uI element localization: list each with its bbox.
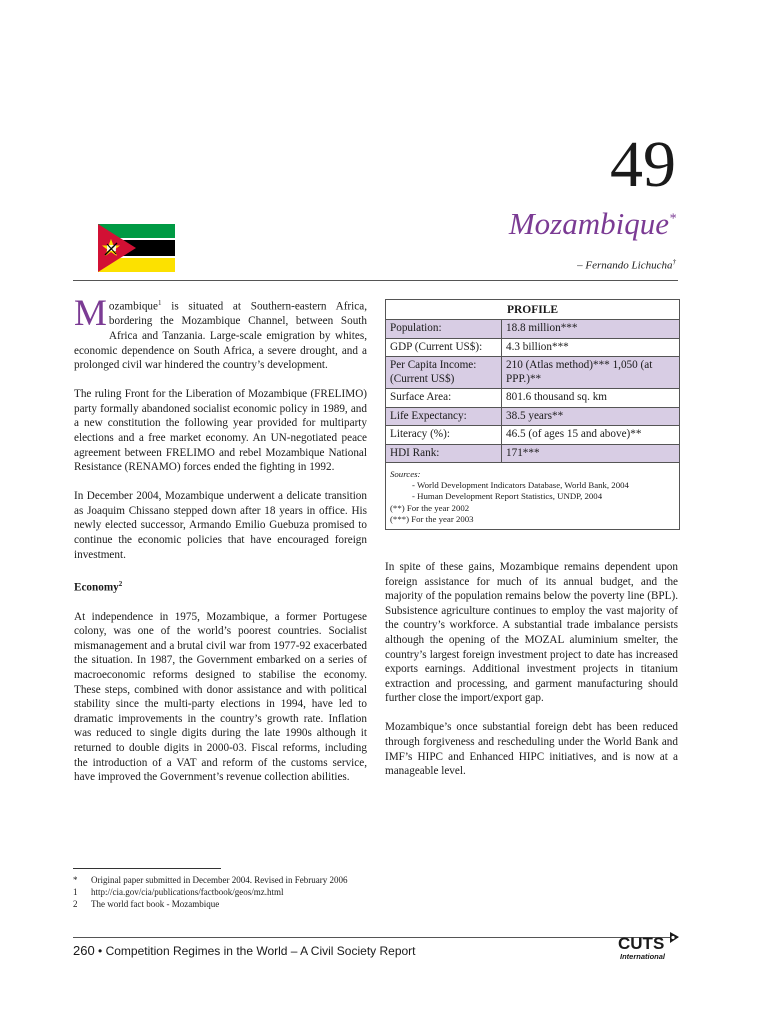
profile-row-literacy <box>386 426 679 445</box>
cuts-logo-sub: International <box>620 952 666 961</box>
year-note: (**) For the year 2002 <box>390 502 470 513</box>
profile-row-surface-area <box>386 389 679 408</box>
footnote-item <box>73 874 493 886</box>
profile-value: 801.6 thousand sq. km <box>502 389 680 408</box>
page-footer <box>73 943 416 958</box>
cuts-logo-word: CUTS <box>618 934 665 953</box>
right-column <box>385 560 678 793</box>
profile-row-per-capita-income <box>386 357 679 389</box>
profile-label: Life Expectancy: <box>386 407 502 426</box>
frelimo-paragraph: The ruling Front for the Liberation of Mozambique (FRELIMO) party formally abandoned socialist economic policy in 1989, and a new constitution the following year provided for multiparty elections and a free market economy. An UN-negotiated peace agreement between FRELIMO and rebel Mozambique National Resistance (RENAMO) forces ended the fighting in 1992. <box>74 388 367 474</box>
mozambique-flag-icon <box>98 224 175 272</box>
profile-label: Population: <box>386 320 502 339</box>
footnote-divider <box>73 868 221 869</box>
gains-paragraph: In spite of these gains, Mozambique remains dependent upon foreign assistance for much of its annual budget, and the majority of the population remains below the poverty line (BPL). Subsistence agriculture continues to employ the vast majority of the country’s workforce. A substantial trade imbalance persists although the opening of the MOZAL aluminium smelter, the country’s largest foreign investment project to date has increased exports earnings. Additional investment projects in titanium extraction and processing, and garment manufacturing should further close the import/export gap. <box>385 561 678 705</box>
footer-divider <box>73 937 678 938</box>
left-column <box>74 293 367 799</box>
page-number: 260 <box>73 943 95 958</box>
sources-heading: Sources: <box>390 469 421 479</box>
profile-table <box>386 300 679 463</box>
chapter-title <box>509 208 676 239</box>
cuts-logo <box>612 928 680 964</box>
drop-cap: M <box>74 293 107 334</box>
profile-label: Surface Area: <box>386 389 502 408</box>
profile-box <box>385 299 680 530</box>
footnote-mark: * <box>73 875 78 885</box>
author-footnote-mark: † <box>672 258 676 266</box>
profile-label: Per Capita Income: (Current US$) <box>386 357 502 389</box>
transition-paragraph: In December 2004, Mozambique underwent a delicate transition as Joaquim Chissano stepped down after 18 years in office. His newly elected successor, Armando Emilio Guebuza promised to continue the economic policies that have encouraged foreign investment. <box>74 490 367 561</box>
footnotes <box>73 874 493 910</box>
profile-value: 46.5 (of ages 15 and above)** <box>502 426 680 445</box>
economy-footnote-ref: 2 <box>118 579 123 588</box>
profile-row-population <box>386 320 679 339</box>
profile-heading: PROFILE <box>386 300 679 320</box>
author-byline <box>577 258 676 272</box>
source-item: - World Development Indicators Database, World Bank, 2004 <box>412 480 629 491</box>
profile-row-gdp <box>386 338 679 357</box>
economy-heading-text: Economy <box>74 581 119 594</box>
profile-sources <box>386 463 679 529</box>
footnote-item <box>73 898 493 910</box>
profile-label: GDP (Current US$): <box>386 338 502 357</box>
footer-separator-icon: • <box>98 944 103 958</box>
profile-value: 18.8 million*** <box>502 320 680 339</box>
source-item: - Human Development Report Statistics, UNDP, 2004 <box>412 491 603 502</box>
cuts-logo-icon <box>669 931 680 944</box>
profile-label: Literacy (%): <box>386 426 502 445</box>
chapter-number: 49 <box>610 128 676 201</box>
title-divider <box>73 280 678 281</box>
footnote-mark: 2 <box>73 899 78 909</box>
year-note: (***) For the year 2003 <box>390 513 474 524</box>
author-name: – Fernando Lichucha <box>577 259 673 272</box>
intro-text: is situated at Southern-eastern Africa, bordering the Mozambique Channel, between South Africa and Tanzania. Large-scale emigration by whites, economic dependence on South Africa, a severe drought, and a prolonged civil war hindered the country’s development. <box>74 300 367 372</box>
chapter-title-text: Mozambique <box>508 206 669 241</box>
economy-heading <box>74 577 367 595</box>
profile-row-hdi-rank <box>386 444 679 463</box>
profile-value: 210 (Atlas method)*** 1,050 (at PPP.)** <box>502 357 680 389</box>
profile-value: 171*** <box>502 444 680 463</box>
intro-paragraph <box>74 293 367 373</box>
footnote-link[interactable]: http://cia.gov/cia/publications/factbook/geos/mz.html <box>91 887 284 897</box>
profile-value: 38.5 years** <box>502 407 680 426</box>
intro-first-word: ozambique <box>108 300 158 313</box>
profile-row-life-expectancy <box>386 407 679 426</box>
publication-title: Competition Regimes in the World – A Civil Society Report <box>105 944 416 958</box>
footnote-text: Original paper submitted in December 2004. Revised in February 2006 <box>91 875 348 885</box>
intro-footnote-ref: 1 <box>158 299 162 307</box>
footnote-mark: 1 <box>73 887 78 897</box>
profile-label: HDI Rank: <box>386 444 502 463</box>
debt-paragraph: Mozambique’s once substantial foreign debt has been reduced through forgiveness and rescheduling under the World Bank and IMF’s HIPC and Enhanced HIPC initiatives, and is now at a manageable level. <box>385 721 678 778</box>
economy-paragraph: At independence in 1975, Mozambique, a former Portugese colony, was one of the world’s poorest countries. Socialist mismanagement and a brutal civil war from 1977-92 exacerbated the situation. In 1987, the Government embarked on a series of macroeconomic reforms designed to stabilise the economy. These steps, combined with donor assistance and with political stability since the multi-party elections in 1994, have led to dramatic improvements in the country’s growth rate. Inflation was reduced to single digits during the late 1990s although it returned to double digits in 2000-03. Fiscal reforms, including the introduction of a VAT and reform of the customs service, have improved the Government’s revenue collection abilities. <box>74 610 367 784</box>
footnote-text: The world fact book - Mozambique <box>91 899 220 909</box>
profile-value: 4.3 billion*** <box>502 338 680 357</box>
footnote-item <box>73 886 493 898</box>
chapter-title-footnote-mark: * <box>669 211 676 227</box>
